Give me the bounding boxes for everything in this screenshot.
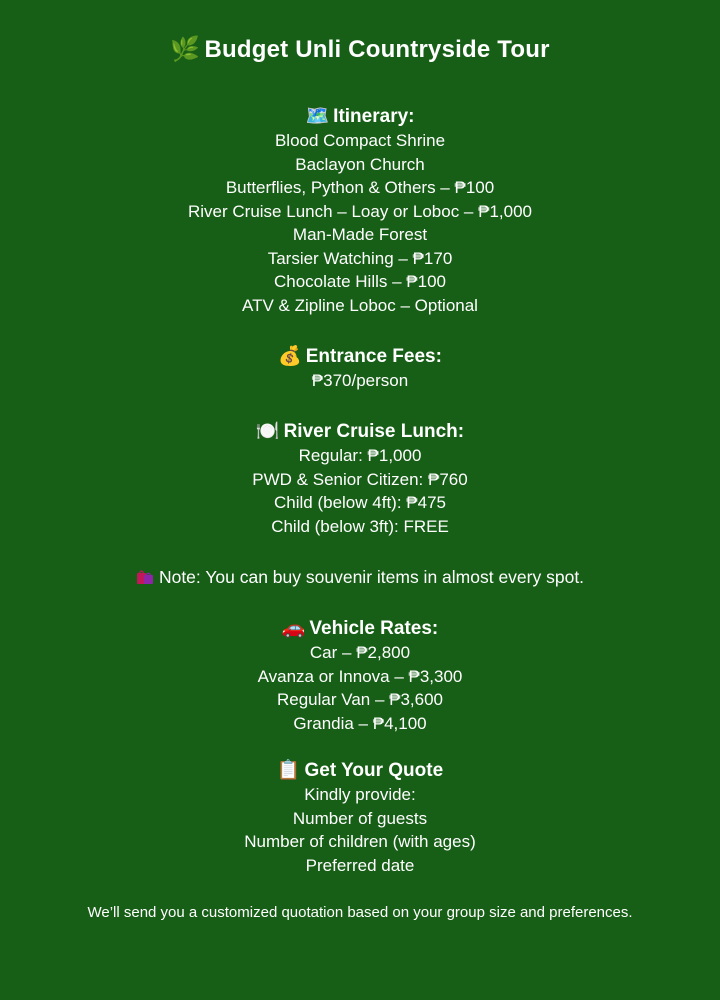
souvenir-note-text: Note: You can buy souvenir items in almost every spot.	[158, 567, 585, 587]
itinerary-item: Blood Compact Shrine	[274, 131, 446, 150]
entrance-fees-heading	[0, 343, 720, 369]
vehicle-rate: Regular Van – ₱3,600	[276, 690, 444, 709]
lunch-section	[0, 418, 720, 538]
quote-heading-text: Get Your Quote	[304, 760, 444, 781]
itinerary-item: ATV & Zipline Loboc – Optional	[242, 295, 478, 315]
page-title-text: Budget Unli Countryside Tour	[204, 36, 550, 63]
itinerary-item: River Cruise Lunch – Loay or Loboc – ₱1,000	[188, 201, 532, 221]
plate-icon: 🍽️	[255, 420, 280, 442]
footer-text: We’ll send you a customized quotation based on your group size and preferences.	[87, 904, 633, 921]
entrance-fee-value: ₱370/person	[311, 371, 409, 390]
clipboard-icon: 📋	[276, 759, 301, 781]
souvenir-note	[0, 565, 720, 589]
vehicle-rates-section	[0, 615, 720, 735]
lunch-rate: Child (below 4ft): ₱475	[274, 493, 446, 512]
car-icon: 🚗	[281, 617, 306, 639]
quote-item: Kindly provide:	[304, 785, 416, 804]
itinerary-item: Butterflies, Python & Others – ₱100	[225, 178, 495, 197]
lunch-rate: PWD & Senior Citizen: ₱760	[252, 469, 468, 489]
herb-icon: 🌿	[170, 35, 201, 63]
itinerary-item: Tarsier Watching – ₱170	[267, 248, 453, 268]
lunch-rate: Child (below 3ft): FREE	[271, 516, 449, 536]
itinerary-section	[0, 103, 720, 317]
itinerary-heading-text: Itinerary:	[333, 106, 415, 127]
lunch-heading-text: River Cruise Lunch:	[283, 421, 465, 442]
itinerary-item: Chocolate Hills – ₱100	[274, 272, 446, 291]
itinerary-item: Man-Made Forest	[292, 225, 428, 244]
itinerary-item: Baclayon Church	[295, 154, 425, 174]
vehicle-rate: Grandia – ₱4,100	[293, 713, 427, 733]
quote-section	[0, 757, 720, 877]
lunch-rate: Regular: ₱1,000	[298, 446, 422, 465]
shopping-bags-icon	[136, 569, 154, 585]
quote-item: Number of children (with ages)	[244, 832, 476, 851]
quote-item: Preferred date	[305, 855, 415, 875]
lunch-heading	[0, 418, 720, 444]
money-bag-icon: 💰	[278, 345, 302, 367]
page-title	[0, 34, 720, 65]
vehicle-rate: Car – ₱2,800	[309, 643, 411, 662]
quote-item: Number of guests	[292, 808, 428, 828]
map-icon: 🗺️	[305, 105, 330, 127]
vehicle-rates-heading	[0, 615, 720, 641]
entrance-fees-heading-text: Entrance Fees:	[305, 346, 442, 367]
vehicle-rate: Avanza or Innova – ₱3,300	[257, 666, 463, 686]
vehicle-rates-heading-text: Vehicle Rates:	[309, 618, 439, 639]
itinerary-heading	[0, 103, 720, 129]
quote-heading	[0, 757, 720, 783]
entrance-fees-section	[0, 343, 720, 393]
